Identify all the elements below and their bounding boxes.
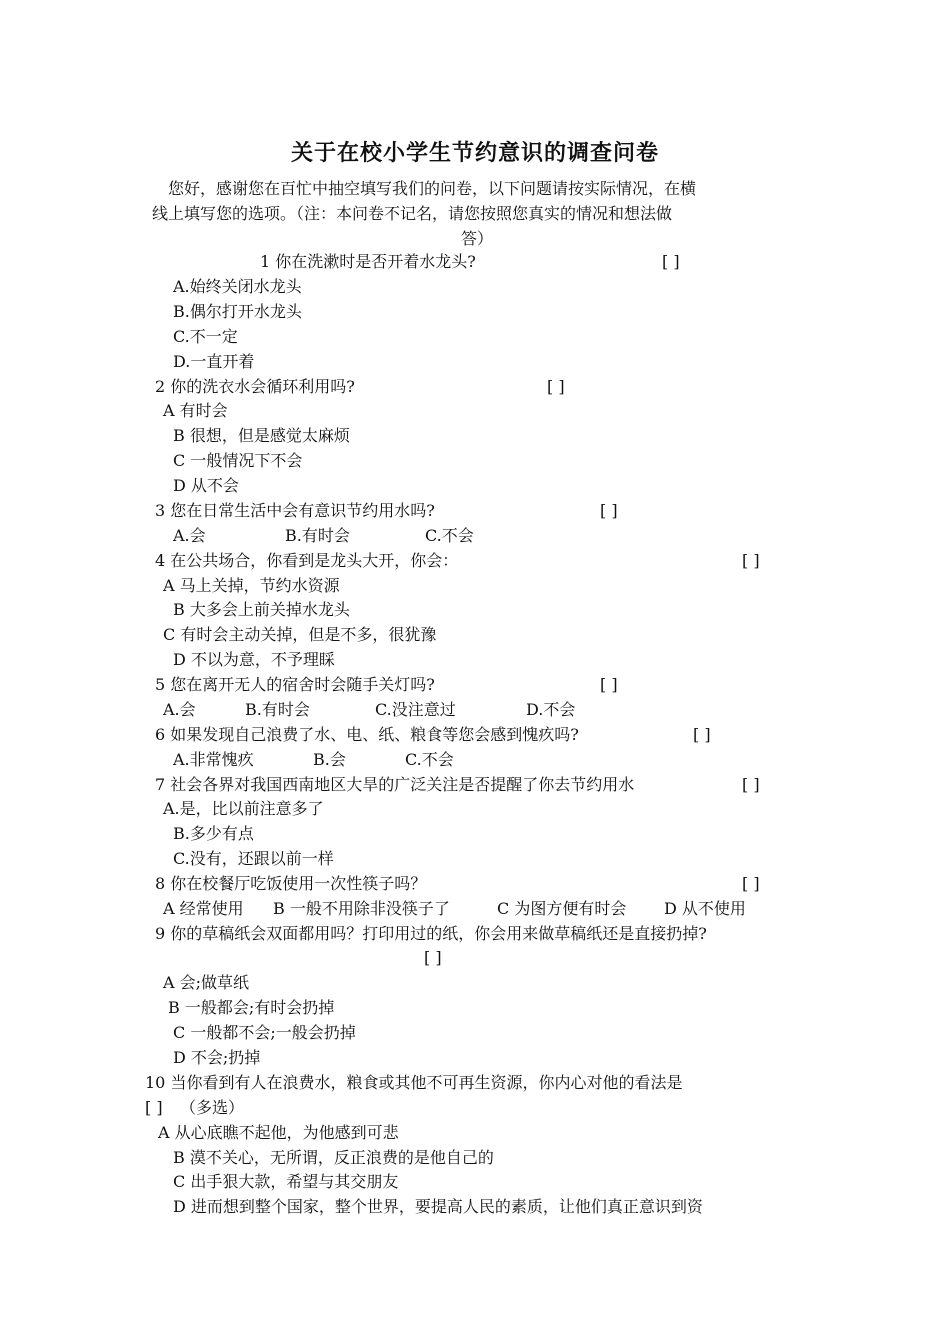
question-3-option-a: A.会 — [173, 526, 206, 545]
question-2-option-c: C 一般情况下不会 — [173, 451, 303, 470]
question-9-option-d: D 不会;扔掉 — [173, 1048, 261, 1067]
question-7-option-a: A.是，比以前注意多了 — [163, 799, 324, 818]
question-10-option-a: A 从心底瞧不起他，为他感到可悲 — [158, 1123, 399, 1142]
question-8-answer-bracket[interactable]: [ ] — [742, 874, 760, 893]
question-5-text: 5 您在离开无人的宿舍时会随手关灯吗? — [155, 675, 435, 694]
question-2-text: 2 你的洗衣水会循环利用吗? — [155, 377, 355, 396]
question-1-text: 1 你在洗漱时是否开着水龙头? — [260, 252, 476, 271]
intro-line-2: 线上填写您的选项。（注：本问卷不记名，请您按照您真实的情况和想法做 — [152, 204, 673, 223]
question-10-option-c: C 出手狠大款，希望与其交朋友 — [173, 1172, 399, 1191]
question-10-text: 10 当你看到有人在浪费水，粮食或其他不可再生资源，你内心对他的看法是 — [145, 1073, 683, 1092]
question-9-option-a: A 会;做草纸 — [163, 973, 250, 992]
question-1-option-c: C.不一定 — [173, 327, 238, 346]
question-5-answer-bracket[interactable]: [ ] — [600, 675, 618, 694]
question-9-answer-bracket[interactable]: [ ] — [424, 948, 442, 967]
question-4-option-b: B 大多会上前关掉水龙头 — [173, 600, 350, 619]
question-8-text: 8 你在校餐厅吃饭使用一次性筷子吗？ — [155, 874, 427, 893]
intro-line-1: 您好，感谢您在百忙中抽空填写我们的问卷，以下问题请按实际情况，在横 — [168, 179, 697, 198]
question-5-option-c: C.没注意过 — [375, 700, 456, 719]
question-9-option-c: C 一般都不会;一般会扔掉 — [173, 1023, 356, 1042]
question-5-option-b: B.有时会 — [245, 700, 310, 719]
question-10-option-d: D 进而想到整个国家，整个世界，要提高人民的素质，让他们真正意识到资 — [173, 1197, 703, 1216]
question-8-option-d: D 从不使用 — [664, 899, 746, 918]
question-2-option-a: A 有时会 — [163, 401, 228, 420]
question-4-text: 4 在公共场合，你看到是龙头大开，你会： — [155, 551, 459, 570]
question-4-option-d: D 不以为意，不予理睬 — [173, 650, 335, 669]
question-9-option-b: B 一般都会;有时会扔掉 — [168, 998, 335, 1017]
intro-line-3: 答） — [460, 229, 493, 248]
question-10-answer-bracket[interactable]: [ ] — [145, 1098, 163, 1117]
question-2-option-d: D 从不会 — [173, 476, 239, 495]
question-10-option-b: B 漠不关心，无所谓，反正浪费的是他自己的 — [173, 1148, 494, 1167]
question-9-text: 9 你的草稿纸会双面都用吗？打印用过的纸，你会用来做草稿纸还是直接扔掉? — [155, 924, 707, 943]
question-6-option-b: B.会 — [313, 750, 346, 769]
question-4-option-c: C 有时会主动关掉，但是不多，很犹豫 — [163, 625, 437, 644]
question-7-answer-bracket[interactable]: [ ] — [742, 775, 760, 794]
question-6-option-a: A.非常愧疚 — [173, 750, 254, 769]
question-5-option-d: D.不会 — [526, 700, 576, 719]
question-1-option-a: A.始终关闭水龙头 — [173, 277, 302, 296]
question-3-option-c: C.不会 — [425, 526, 474, 545]
question-7-text: 7 社会各界对我国西南地区大旱的广泛关注是否提醒了你去节约用水 — [155, 775, 635, 794]
question-4-answer-bracket[interactable]: [ ] — [742, 551, 760, 570]
question-7-option-b: B.多少有点 — [173, 824, 254, 843]
question-5-option-a: A.会 — [163, 700, 196, 719]
question-7-option-c: C.没有，还跟以前一样 — [173, 849, 334, 868]
question-8-option-b: B 一般不用除非没筷子了 — [273, 899, 450, 918]
question-6-answer-bracket[interactable]: [ ] — [693, 725, 711, 744]
question-2-answer-bracket[interactable]: [ ] — [547, 377, 565, 396]
question-8-option-a: A 经常使用 — [163, 899, 244, 918]
question-2-option-b: B 很想，但是感觉太麻烦 — [173, 426, 350, 445]
question-1-answer-bracket[interactable]: [ ] — [662, 252, 680, 271]
question-3-answer-bracket[interactable]: [ ] — [600, 501, 618, 520]
page-title: 关于在校小学生节约意识的调查问卷 — [290, 140, 659, 166]
question-1-option-b: B.偶尔打开水龙头 — [173, 302, 302, 321]
question-3-text: 3 您在日常生活中会有意识节约用水吗? — [155, 501, 435, 520]
question-3-option-b: B.有时会 — [285, 526, 350, 545]
question-4-option-a: A 马上关掉，节约水资源 — [163, 576, 340, 595]
question-1-option-d: D.一直开着 — [173, 352, 255, 371]
question-6-text: 6 如果发现自己浪费了水、电、纸、粮食等您会感到愧疚吗? — [155, 725, 579, 744]
question-8-option-c: C 为图方便有时会 — [497, 899, 627, 918]
question-10-note: （多选） — [180, 1098, 245, 1117]
question-6-option-c: C.不会 — [405, 750, 454, 769]
intro-paragraph — [152, 176, 802, 251]
